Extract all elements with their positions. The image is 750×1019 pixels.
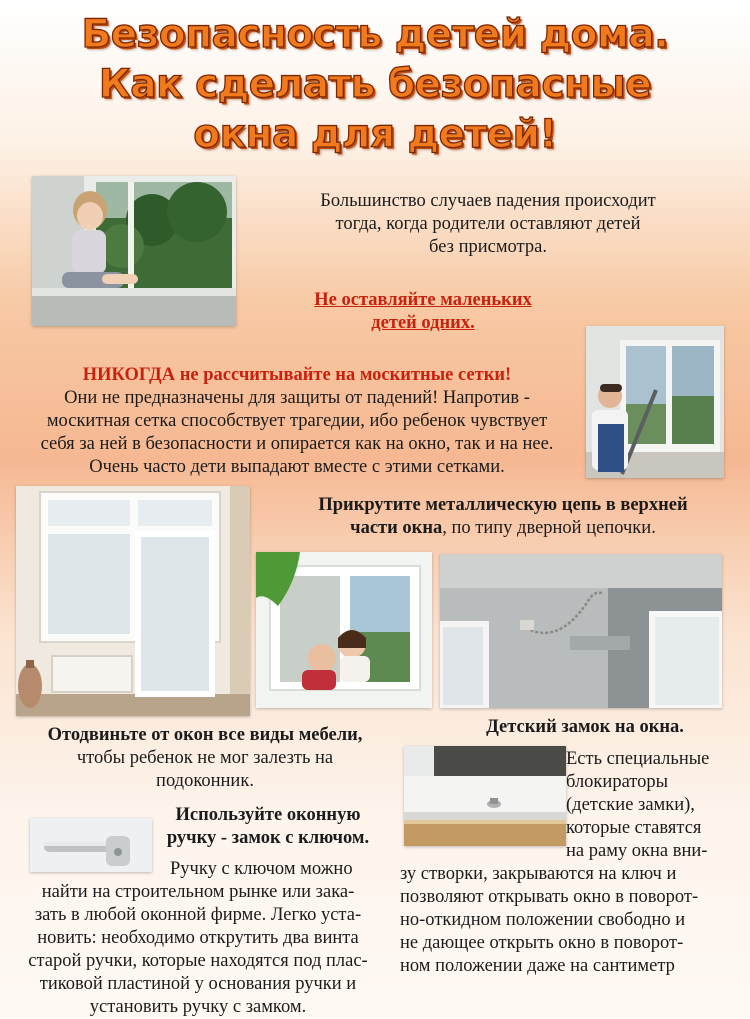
intro-line-1: Большинство случаев падения происходит <box>320 191 656 211</box>
nets-line-3: себя за ней в безопасности и опирается как на окно, так и на нее. <box>40 434 554 454</box>
title-line-1: Безопасность детей дома. <box>81 12 669 57</box>
nets-line-4: Очень часто дети выпадают вместе с этими сетками. <box>89 457 505 477</box>
warning-line-2: детей одних. <box>371 313 475 333</box>
intro-line-3: без присмотра. <box>429 237 547 257</box>
chain-advice <box>266 494 740 540</box>
handle-heading-line-2: ручку - замок с ключом. <box>166 828 370 848</box>
chain-bold-line-2: части окна <box>350 518 443 538</box>
chain-bold-line-1: Прикрутите металлическую цепь в верхней <box>318 495 688 515</box>
intro-text <box>268 190 708 259</box>
intro-line-2: тогда, когда родители оставляют детей <box>335 214 641 234</box>
handle-line-6: тиковой пластиной у основания ручки и <box>39 974 357 994</box>
handle-line-7: установить ручку с замком. <box>89 997 307 1017</box>
window-handle-photo <box>30 818 152 872</box>
nets-line-1: Они не предназначены для защиты от падений! Напротив - <box>64 388 530 408</box>
balcony-window-photo <box>16 486 250 716</box>
window-chain-photo <box>440 554 722 708</box>
furniture-line-2: подоконник. <box>156 771 254 791</box>
handle-text-top <box>170 858 376 881</box>
child-lock-heading: Детский замок на окна. <box>486 717 684 737</box>
lock-line-5: на раму окна вни- <box>566 841 708 861</box>
furniture-line-1: чтобы ребенок не мог залезть на <box>76 748 334 768</box>
child-lock-text-top <box>566 748 736 863</box>
handle-heading <box>158 804 378 850</box>
child-lock-photo <box>404 746 566 846</box>
title-line-3: окна для детей! <box>193 112 557 157</box>
handle-heading-line-1: Используйте оконную <box>175 805 361 825</box>
lock-line-7: позволяют открывать окно в поворот- <box>400 887 699 907</box>
do-not-leave-warning <box>268 289 578 335</box>
lock-line-1: Есть специальные <box>566 749 710 769</box>
furniture-advice <box>14 724 396 793</box>
lock-line-2: блокираторы <box>566 772 669 792</box>
lock-line-3: (детские замки), <box>566 795 695 815</box>
lock-line-10: ном положении даже на сантиметр <box>400 956 675 976</box>
warning-line-1: Не оставляйте маленьких <box>314 290 532 310</box>
child-on-windowsill-photo <box>32 176 236 326</box>
lock-line-9: не дающее открыть окно в поворот- <box>400 933 684 953</box>
nets-line-2: москитная сетка способствует трагедии, ибо ребенок чувствует <box>46 411 548 431</box>
furniture-heading: Отодвиньте от окон все виды мебели, <box>47 725 363 745</box>
handle-line-1: Ручку с ключом можно <box>170 859 353 879</box>
nets-heading: НИКОГДА не рассчитывайте на москитные сетки! <box>82 365 512 385</box>
lock-line-4: которые ставятся <box>566 818 702 838</box>
title-line-2: Как сделать безопасные <box>98 62 652 107</box>
mother-child-window-photo <box>256 552 432 708</box>
handle-line-3: зать в любой оконной фирме. Легко уста- <box>34 905 362 925</box>
handle-text-bottom <box>4 881 392 1019</box>
mosquito-net-install-photo <box>586 326 724 478</box>
lock-line-8: но-откидном положении свободно и <box>400 910 686 930</box>
handle-line-2: найти на строительном рынке или зака- <box>41 882 355 902</box>
page-title <box>0 10 750 160</box>
mosquito-net-warning <box>6 364 588 479</box>
handle-line-5: старой ручки, которые находятся под плас- <box>28 951 368 971</box>
chain-rest: , по типу дверной цепочки. <box>442 518 656 538</box>
handle-line-4: новить: необходимо открутить два винта <box>37 928 359 948</box>
lock-line-6: зу створки, закрываются на ключ и <box>400 864 677 884</box>
chain-line-2 <box>266 517 740 540</box>
child-lock-text-bottom <box>400 863 736 978</box>
